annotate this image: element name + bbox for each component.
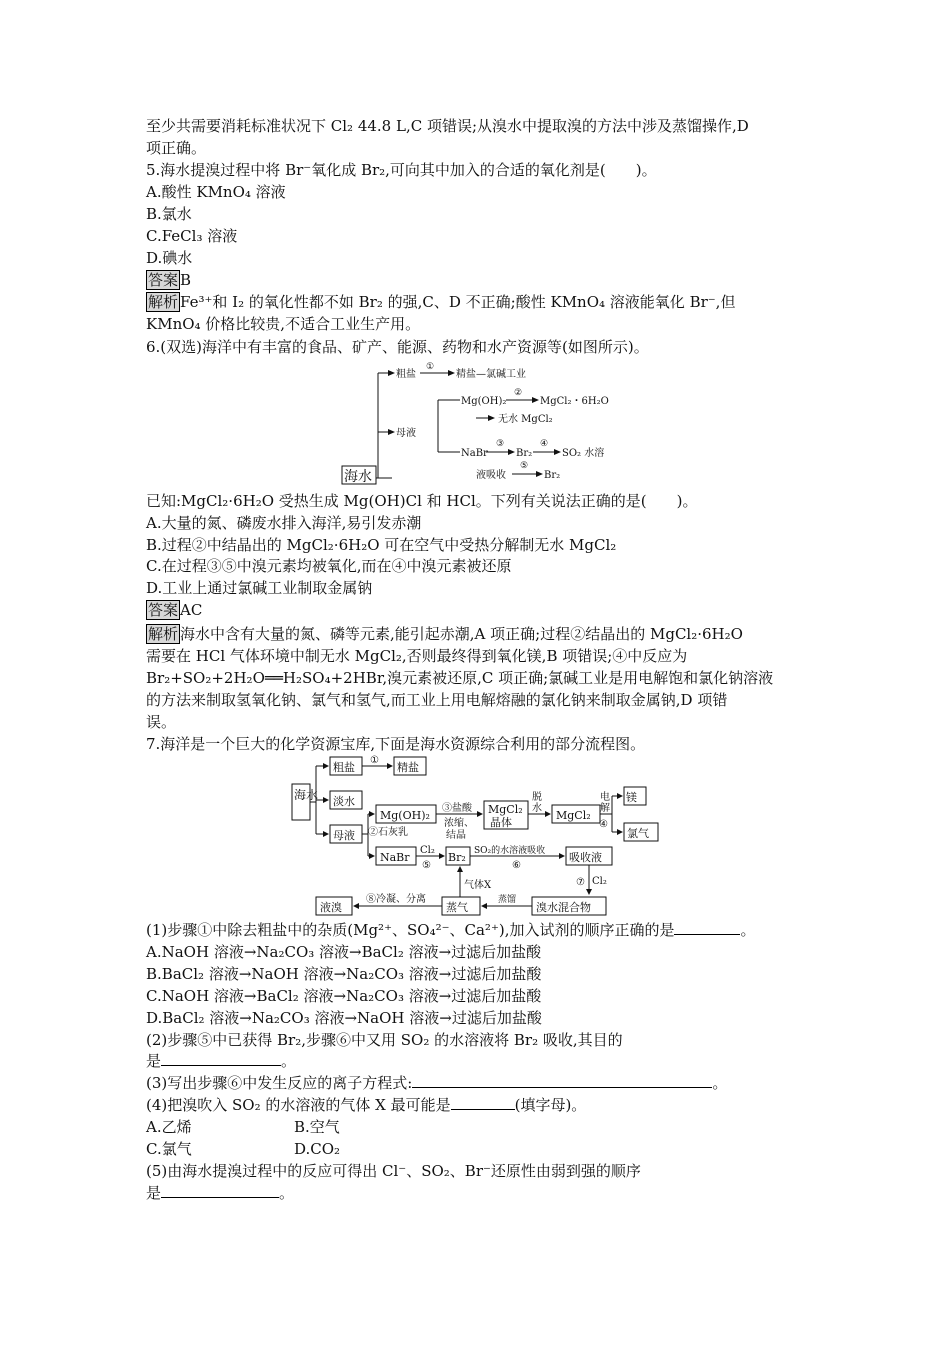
text-line: 误。	[146, 713, 177, 731]
so2-absorb: SO₂的水溶液吸收	[474, 846, 546, 856]
text-line: 项正确。	[146, 139, 207, 157]
answer-blank[interactable]	[674, 920, 740, 935]
period: 。	[740, 921, 756, 939]
mgcl2: MgCl₂	[556, 809, 591, 822]
magnesium: 镁	[626, 791, 637, 804]
option-b: B.过程②中结晶出的 MgCl₂·6H₂O 可在空气中受热分解制无水 MgCl₂	[146, 536, 617, 554]
question-7-3	[146, 1073, 727, 1093]
question-6: 6.(双选)海洋中有丰富的食品、矿产、能源、药物和水产资源等(如图所示)。	[146, 338, 649, 356]
absorb: 液吸收	[476, 470, 506, 481]
bromine-2: Br₂	[544, 470, 561, 481]
so2-solution: SO₂ 水溶	[562, 448, 605, 459]
explanation-tag: 解析	[148, 293, 179, 311]
electrolysis-1: 电	[600, 792, 610, 803]
nabr: NaBr	[380, 851, 410, 864]
option-c: C.FeCl₃ 溶液	[146, 227, 238, 245]
mother-liquor: 母液	[333, 829, 355, 842]
lime-milk: ②石灰乳	[368, 827, 408, 838]
answer-line	[146, 600, 202, 620]
mother-liquor: 母液	[396, 428, 416, 439]
dehydrate-1: 脱	[532, 792, 542, 803]
option-d: D.工业上通过氯碱工业制取金属钠	[146, 579, 373, 597]
step-1: ①	[426, 362, 435, 372]
answer-blank[interactable]	[161, 1051, 281, 1066]
answer-value: B	[180, 271, 192, 289]
mgcl2-crystal-2: 晶体	[490, 816, 512, 829]
option-b: B.BaCl₂ 溶液→NaOH 溶液→Na₂CO₃ 溶液→过滤后加盐酸	[146, 965, 542, 983]
crystallize: 结晶	[446, 830, 466, 841]
question-text: (1)步骤①中除去粗盐中的杂质(Mg²⁺、SO₄²⁻、Ca²⁺),加入试剂的顺序正确的是	[146, 921, 675, 939]
fresh-water: 淡水	[333, 795, 355, 808]
step-5: ⑤	[520, 461, 529, 471]
step-3: ③	[496, 439, 505, 449]
option-b: B.空气	[294, 1118, 340, 1136]
explanation-tag: 解析	[148, 625, 179, 643]
question-7-5-cont	[146, 1183, 294, 1203]
gas-x: 气体X	[464, 880, 492, 891]
crude-salt: 粗盐	[333, 761, 355, 774]
text-line: 的方法来制取氢氧化钠、氯气和氢气,而工业上用电解熔融的氯化钠来制取金属钠,D 项错	[146, 691, 728, 709]
option-d: D.BaCl₂ 溶液→Na₂CO₃ 溶液→NaOH 溶液→过滤后加盐酸	[146, 1009, 542, 1027]
question-5: 5.海水提溴过程中将 Br⁻氧化成 Br₂,可向其中加入的合适的氧化剂是( )。	[146, 161, 657, 179]
nabr: NaBr	[461, 448, 488, 459]
option-c: C.NaOH 溶液→BaCl₂ 溶液→Na₂CO₃ 溶液→过滤后加盐酸	[146, 987, 542, 1005]
explanation-line	[146, 624, 743, 644]
option-c: C.氯气	[146, 1140, 192, 1158]
explanation-text: Fe³⁺和 I₂ 的氧化性都不如 Br₂ 的强,C、D 不正确;酸性 KMnO₄ 溶液能氧化 Br⁻,但	[180, 293, 736, 311]
distillation: 蒸馏	[498, 895, 517, 905]
answer-tag: 答案	[148, 271, 179, 289]
answer-blank[interactable]	[161, 1183, 279, 1198]
bromine: Br₂	[516, 448, 533, 459]
anhydrous-mgcl2: 无水 MgCl₂	[498, 414, 553, 425]
text-line: 需要在 HCl 气体环境中制无水 MgCl₂,否则最终得到氧化镁,B 项错误;④中反应为	[146, 647, 688, 665]
absorption-liquid: 吸收液	[569, 851, 602, 864]
question-7-4	[146, 1095, 586, 1115]
answer-value: AC	[180, 601, 203, 619]
step-7: ⑦	[576, 877, 585, 888]
chlorine-reagent: Cl₂	[420, 845, 435, 856]
question-text: (3)写出步骤⑥中发生反应的离子方程式:	[146, 1074, 413, 1092]
text-line: KMnO₄ 价格比较贵,不适合工业生产用。	[146, 315, 421, 333]
period: 。	[712, 1074, 728, 1092]
mgcl2-hydrate: MgCl₂・6H₂O	[540, 396, 609, 407]
step-1: ①	[370, 755, 379, 766]
explanation-line	[146, 292, 735, 312]
answer-blank[interactable]	[451, 1095, 515, 1110]
text-line: Br₂+SO₂+2H₂O══H₂SO₄+2HBr,溴元素被还原,C 项正确;氯碱工业是用电解饱和氯化钠溶液	[146, 669, 774, 687]
bromine-water-mixture: 溴水混合物	[536, 901, 591, 914]
option-c: C.在过程③⑤中溴元素均被氧化,而在④中溴元素被还原	[146, 557, 512, 575]
dehydrate-2: 水	[532, 803, 542, 814]
answer-tag: 答案	[148, 601, 179, 619]
vapor: 蒸气	[446, 901, 468, 914]
step-2: ②	[514, 388, 523, 398]
option-a: A.NaOH 溶液→Na₂CO₃ 溶液→BaCl₂ 溶液→过滤后加盐酸	[146, 943, 542, 961]
period: 。	[279, 1184, 295, 1202]
seawater-label: 海水	[344, 469, 372, 485]
electrolysis-2: 解	[600, 803, 610, 814]
step-5: ⑤	[422, 860, 431, 871]
ocean-resources-diagram	[340, 360, 640, 486]
condense-separate: ⑧冷凝、分离	[366, 894, 426, 905]
answer-line	[146, 270, 191, 290]
refined-salt: 精盐—氯碱工业	[456, 369, 526, 380]
option-a: A.乙烯	[146, 1118, 192, 1136]
option-a: A.大量的氮、磷废水排入海洋,易引发赤潮	[146, 514, 422, 532]
text-line: 至少共需要消耗标准状况下 Cl₂ 44.8 L,C 项错误;从溴水中提取溴的方法中涉及蒸馏操作,D	[146, 117, 749, 135]
seawater-label: 海水	[294, 788, 319, 802]
option-a: A.酸性 KMnO₄ 溶液	[146, 183, 286, 201]
question-tail: (填字母)。	[514, 1096, 587, 1114]
crude-salt: 粗盐	[396, 369, 416, 380]
question-text: 是	[146, 1184, 162, 1202]
question-text: (4)把溴吹入 SO₂ 的水溶液的气体 X 最可能是	[146, 1096, 451, 1114]
liquid-bromine: 液溴	[320, 901, 342, 914]
step-6: ⑥	[512, 860, 521, 871]
chlorine-gas: 氯气	[627, 827, 649, 840]
known-condition: 已知:MgCl₂·6H₂O 受热生成 Mg(OH)Cl 和 HCl。下列有关说法正确的是( )。	[146, 492, 698, 510]
explanation-text: 海水中含有大量的氮、磷等元素,能引起赤潮,A 项正确;过程②结晶出的 MgCl₂·6H₂O	[180, 625, 743, 643]
hydrochloric-acid: ③盐酸	[442, 803, 472, 814]
question-7-2-cont	[146, 1051, 296, 1071]
answer-blank[interactable]	[412, 1073, 712, 1088]
chlorine-reagent-2: Cl₂	[592, 876, 607, 887]
period: 。	[281, 1052, 297, 1070]
mg-oh2: Mg(OH)₂	[461, 396, 507, 407]
refined-salt: 精盐	[397, 761, 419, 774]
mgcl2-crystal: MgCl₂	[488, 803, 523, 816]
step-4: ④	[540, 439, 549, 449]
option-b: B.氯水	[146, 205, 192, 223]
question-text: 是	[146, 1052, 162, 1070]
question-7: 7.海洋是一个巨大的化学资源宝库,下面是海水资源综合利用的部分流程图。	[146, 735, 646, 753]
concentrate: 浓缩、	[444, 818, 474, 829]
option-d: D.碘水	[146, 249, 193, 267]
bromine: Br₂	[448, 851, 466, 864]
seawater-flowchart	[288, 754, 668, 922]
question-7-5: (5)由海水提溴过程中的反应可得出 Cl⁻、SO₂、Br⁻还原性由弱到强的顺序	[146, 1162, 641, 1180]
question-7-1	[146, 920, 756, 940]
step-4: ④	[599, 819, 608, 830]
option-d: D.CO₂	[294, 1140, 341, 1158]
question-7-2: (2)步骤⑤中已获得 Br₂,步骤⑥中又用 SO₂ 的水溶液将 Br₂ 吸收,其目的	[146, 1031, 623, 1049]
mg-oh2: Mg(OH)₂	[380, 809, 430, 822]
